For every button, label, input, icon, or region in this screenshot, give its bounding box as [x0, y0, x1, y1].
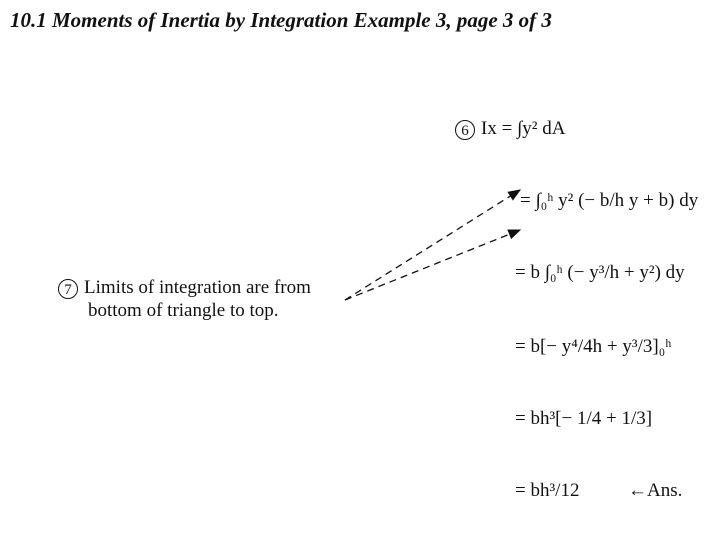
note-line-2: bottom of triangle to top. — [88, 300, 279, 321]
ix-definition: Ix = ∫y² dA — [481, 118, 566, 139]
step-number-badge: 7 — [58, 279, 78, 299]
note-line-1: 7 Limits of integration are from — [58, 276, 311, 299]
equation-line-2: = b ∫₀ʰ (− y³/h + y²) dy — [515, 262, 685, 283]
equation-line-4: = bh³[− 1/4 + 1/3] — [515, 408, 653, 429]
equation-line-5: = bh³/12 — [515, 480, 580, 501]
arrow-to-upper-limit — [345, 230, 520, 300]
answer-label: ←Ans. — [628, 480, 683, 501]
arrow-to-lower-limit — [345, 190, 520, 300]
step-number-badge: 6 — [455, 120, 475, 140]
equation-line-1: = ∫₀ʰ y² (− b/h y + b) dy — [520, 190, 699, 211]
equation-line-3: = b[− y⁴/4h + y³/3]₀ʰ — [515, 336, 672, 357]
page-title: 10.1 Moments of Inertia by Integration Example 3, page 3 of 3 — [10, 8, 552, 32]
